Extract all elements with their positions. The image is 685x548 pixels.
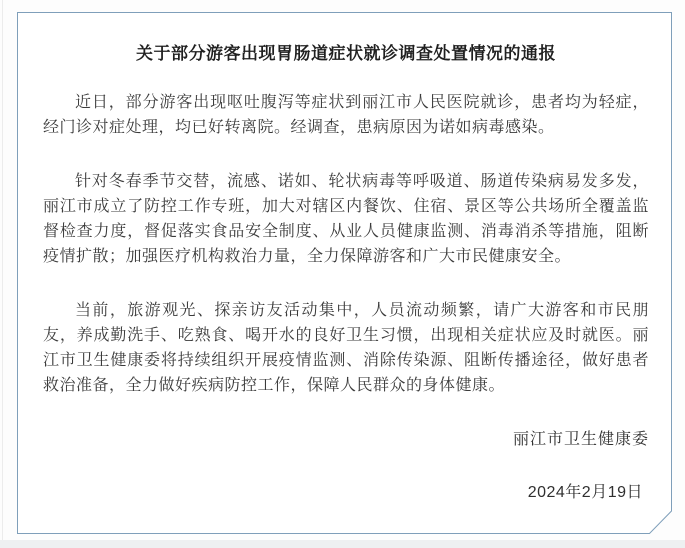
notice-signature: 丽江市卫生健康委 — [512, 431, 649, 448]
notice-paragraph-3: 当前，旅游观光、探亲访友活动集中，人员流动频繁，请广大游客和市民朋友，养成勤洗手、吃熟食、喝开水的良好卫生习惯，出现相关症状应及时就医。丽江市卫生健康委将持续组织开展疫情监测、消除传染源、阻断传播途径，做好患者救治准备，全力做好疾病防控工作，保障人民群众的身体健康。 — [43, 302, 649, 394]
bottom-strip — [0, 540, 685, 548]
notice-paragraph-2: 针对冬春季节交替，流感、诺如、轮状病毒等呼吸道、肠道传染病易发多发，丽江市成立了防控工作专班，加大对辖区内餐饮、住宿、景区等公共场所全覆盖监督检查力度，督促落实食品安全制度、从业人员健康监测、消毒消杀等措施，阻断疫情扩散；加强医疗机构救治力量，全力保障游客和广大市民健康安全。 — [43, 173, 649, 265]
notice-date: 2024年2月19日 — [527, 484, 643, 501]
notice-document — [17, 12, 672, 533]
notice-paragraph-1: 近日，部分游客出现呕吐腹泻等症状到丽江市人民医院就诊，患者均为轻症，经门诊对症处理，均已好转离院。经调查，患病原因为诺如病毒感染。 — [43, 94, 649, 136]
notice-title: 关于部分游客出现胃肠道症状就诊调查处置情况的通报 — [136, 44, 556, 63]
